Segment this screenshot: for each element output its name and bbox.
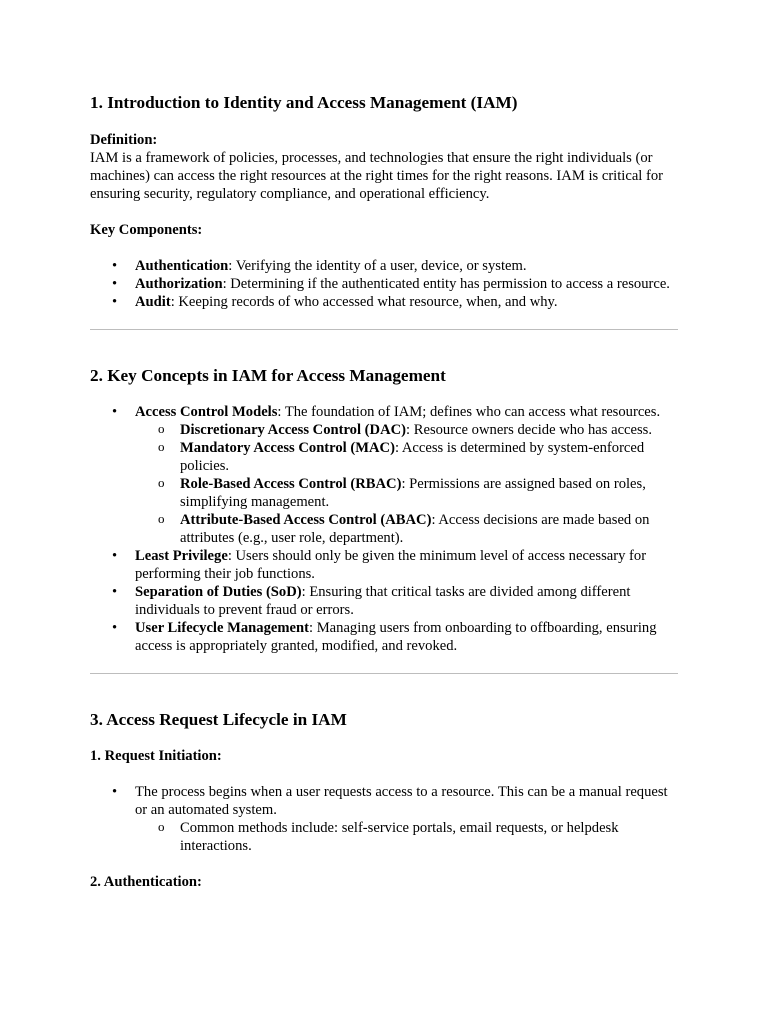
sub-list-item xyxy=(135,421,680,439)
request-initiation-label: 1. Request Initiation: xyxy=(90,748,222,764)
item-text: : Verifying the identity of a user, device, or system. xyxy=(228,258,527,274)
item-term: Authentication xyxy=(135,258,229,274)
item-term: Access Control Models xyxy=(135,404,278,420)
item-term: Separation of Duties (SoD) xyxy=(135,584,302,600)
document-content xyxy=(90,92,680,891)
sub-list-item xyxy=(135,439,680,475)
sub-list-item xyxy=(135,475,680,511)
list-item xyxy=(90,783,680,855)
item-text: The process begins when a user requests access to a resource. This can be a manual request or an automated system. xyxy=(135,784,668,818)
item-text: : The foundation of IAM; defines who can access what resources. xyxy=(277,404,661,420)
list-item xyxy=(90,403,680,547)
authentication-label: 2. Authentication: xyxy=(90,874,202,890)
section-3-heading: 3. Access Request Lifecycle in IAM xyxy=(90,710,347,729)
item-term: Mandatory Access Control (MAC) xyxy=(180,440,395,456)
list-item xyxy=(90,293,680,311)
key-components-list xyxy=(90,257,680,311)
request-initiation-list xyxy=(90,783,680,855)
item-term: Discretionary Access Control (DAC) xyxy=(180,422,407,438)
item-term: Audit xyxy=(135,294,171,310)
list-item xyxy=(90,257,680,275)
list-item xyxy=(90,619,680,655)
section-divider xyxy=(90,329,678,330)
key-components-label: Key Components: xyxy=(90,222,203,238)
section-divider xyxy=(90,673,678,674)
item-text: Common methods include: self-service portals, email requests, or helpdesk interactions. xyxy=(180,820,619,854)
list-item xyxy=(90,275,680,293)
item-text: : Keeping records of who accessed what resource, when, and why. xyxy=(170,294,558,310)
sub-list-item xyxy=(135,819,680,855)
item-text: : Users should only be given the minimum level of access necessary for performing their job functions. xyxy=(135,548,647,582)
item-term: Role-Based Access Control (RBAC) xyxy=(180,476,402,492)
section-1-heading: 1. Introduction to Identity and Access Management (IAM) xyxy=(90,93,518,112)
item-text: : Managing users from onboarding to offboarding, ensuring access is appropriately granted, modified, and revoked. xyxy=(135,620,657,654)
access-control-models-list xyxy=(135,421,680,547)
item-text: : Determining if the authenticated entity has permission to access a resource. xyxy=(222,276,670,292)
item-term: Least Privilege xyxy=(135,548,228,564)
item-text: : Access decisions are made based on attributes (e.g., user role, department). xyxy=(180,512,650,546)
item-term: User Lifecycle Management xyxy=(135,620,309,636)
item-text: : Resource owners decide who has access. xyxy=(406,422,653,438)
item-text: : Ensuring that critical tasks are divided among different individuals to prevent fraud or errors. xyxy=(135,584,631,618)
item-term: Attribute-Based Access Control (ABAC) xyxy=(180,512,432,528)
key-concepts-list xyxy=(90,403,680,655)
definition-text: IAM is a framework of policies, processes, and technologies that ensure the right individuals (or machines) can access the right resources at the right times for the right reasons. IAM is critical for ensuring security, regulatory compliance, and operational efficiency. xyxy=(90,150,664,202)
list-item xyxy=(90,583,680,619)
item-text: : Access is determined by system-enforced policies. xyxy=(180,440,645,474)
definition-label: Definition: xyxy=(90,132,158,148)
list-item xyxy=(90,547,680,583)
section-2-heading: 2. Key Concepts in IAM for Access Management xyxy=(90,366,446,385)
request-methods-list xyxy=(135,819,680,855)
sub-list-item xyxy=(135,511,680,547)
item-text: : Permissions are assigned based on roles, simplifying management. xyxy=(180,476,646,510)
item-term: Authorization xyxy=(135,276,223,292)
